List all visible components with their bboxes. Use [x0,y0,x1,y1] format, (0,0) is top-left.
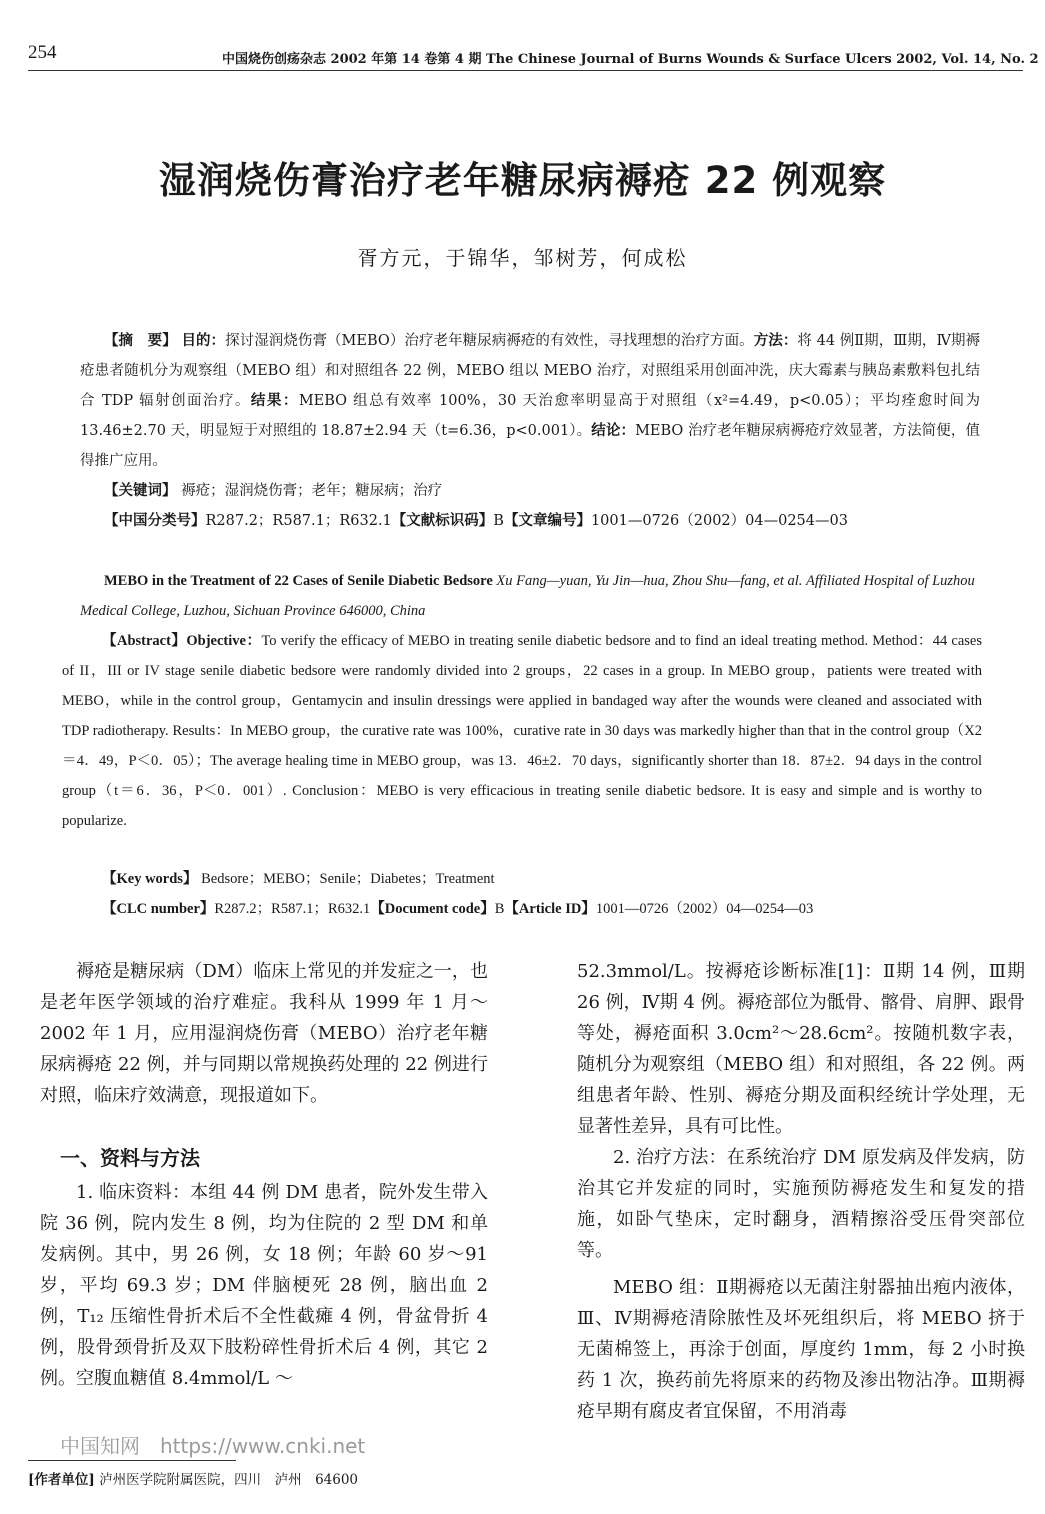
running-header: 中国烧伤创疡杂志 2002 年第 14 卷第 4 期 The Chinese Journal of Burns Wounds & Surface Ulcers 2002, Vol. 14, No. 2 [222,52,1039,67]
header-rule [28,70,1023,71]
english-title-block [80,566,985,626]
articleid-text: 1001—0726（2002）04—0254—03 [590,513,848,529]
english-keywords-text: Bedsore；MEBO；Senile；Diabetes；Treatment [201,871,495,887]
english-abstract [62,626,982,836]
articleid-label: 【文章编号】 [503,512,591,529]
results-label: 结果： [250,392,299,409]
english-keywords-label: 【Key words】 [102,871,198,887]
conclusion-text: MEBO 治疗老年糖尿病褥疮疗效显著，方法简便，值得推广应用。 [80,423,980,469]
english-objective-label: Objective： [186,633,262,649]
clc-label: 【中国分类号】 [104,512,206,529]
results-text: MEBO 组总有效率 100%，30 天治愈率明显高于对照组（x²=4.49，p<0.05）；平均痊愈时间为 13.46±2.70 天，明显短于对照组的 18.87±2.94 天（t=6.36，p<0.001）。 [80,393,981,439]
body-column-right [577,956,1025,1427]
clinical-data-continued: 52.3mmol/L。按褥疮诊断标准[1]：Ⅱ期 14 例，Ⅲ期 26 例，Ⅳ期 4 例。褥疮部位为骶骨、髂骨、肩胛、跟骨等处，褥疮面积 3.0cm²～28.6cm²。按随机数字表，随机分为观察组（MEBO 组）和对照组，各 22 例。两组患者年龄、性别、褥疮分期及面积经统计学处理，无显著性差异，具有可比性。 [577,961,1025,1137]
affiliation-text: 泸州医学院附属医院，四川 泸州 64600 [99,1472,359,1488]
section-heading-materials-methods: 一、资料与方法 [60,1146,200,1170]
english-doccode-label: 【Document code】 [370,901,495,917]
abstract-chinese [80,326,980,476]
english-authors: Xu Fang—yuan, Yu Jin—hua, Zhou Shu—fang, et al. [496,573,803,589]
footer-rule [28,1460,236,1461]
affiliation-label: [作者单位] [28,1472,95,1488]
clc-text: R287.2；R587.1；R632.1 [205,513,392,529]
article-title: 湿润烧伤膏治疗老年糖尿病褥疮 22 例观察 [158,159,887,202]
mebo-group-paragraph: MEBO 组：Ⅱ期褥疮以无菌注射器抽出疱内液体，Ⅲ、Ⅳ期褥疮清除脓性及坏死组织后，将 MEBO 挤于无菌棉签上，再涂于创面，厚度约 1mm，每 2 小时换药 1 次，换药前先将原来的药物及渗出物沾净。Ⅲ期褥疮早期有腐皮者宜保留，不用消毒 [577,1277,1025,1422]
article-authors: 胥方元，于锦华，邹树芳，何成松 [357,246,688,270]
english-clc-text: R287.2；R587.1；R632.1 [214,901,371,917]
clinical-data-paragraph: 1. 临床资料：本组 44 例 DM 患者，院外发生带入院 36 例，院内发生 8 例，均为住院的 2 型 DM 和单发病例。其中，男 26 例，女 18 例；年龄 60 岁～91 岁，平均 69.3 岁；DM 伴脑梗死 28 例，脑出血 2 例，T₁₂ 压缩性骨折术后不全性截瘫 4 例，骨盆骨折 4 例，股骨颈骨折及双下肢粉碎性骨折术后 4 例，其它 2 例。空腹血糖值 8.4mmol/L ～ [40,1182,488,1389]
treatment-paragraph: 2. 治疗方法：在系统治疗 DM 原发病及伴发病，防治其它并发症的同时，实施预防褥疮发生和复发的措施，如卧气垫床，定时翻身，酒精擦浴受压骨突部位等。 [577,1147,1025,1261]
english-articleid-text: 1001—0726（2002）04—0254—03 [595,901,814,917]
keywords-label: 【关键词】 [104,482,177,499]
english-articleid-label: 【Article ID】 [504,901,596,917]
english-title: MEBO in the Treatment of 22 Cases of Senile Diabetic Bedsore [104,573,493,589]
method-text: 将 44 例Ⅱ期，Ⅲ期，Ⅳ期褥疮患者随机分为观察组（MEBO 组）和对照组各 22 例，MEBO 组以 MEBO 治疗，对照组采用创面冲洗，庆大霉素与胰岛素敷料包扎结合 TDP 辐射创面治疗。 [80,333,981,409]
body-column-left [40,956,488,1394]
intro-paragraph: 褥疮是糖尿病（DM）临床上常见的并发症之一，也是老年医学领域的治疗难症。我科从 1999 年 1 月～2002 年 1 月，应用湿润烧伤膏（MEBO）治疗老年糖尿病褥疮 22 例，并与同期以常规换药处理的 22 例进行对照，临床疗效满意，现报道如下。 [40,961,488,1106]
english-keywords [102,864,982,894]
objective-text: 探讨湿润烧伤膏（MEBO）治疗老年糖尿病褥疮的有效性，寻找理想的治疗方面。 [225,333,754,349]
author-affiliation [28,1468,358,1488]
method-label: 方法： [753,332,798,349]
abstract-label: 【摘 要】 [104,332,177,349]
keywords-cn [104,476,984,506]
english-doccode-text: B [494,901,505,917]
english-postcode: 646000, China [339,603,426,619]
doccode-label: 【文献标识码】 [391,512,494,529]
english-affiliation: Affiliated Hospital of Luzhou Medical College, Luzhou, Sichuan Province [80,573,975,619]
doccode-text: B [493,513,504,529]
keywords-text: 褥疮；湿润烧伤膏；老年；糖尿病；治疗 [181,483,443,499]
conclusion-label: 结论： [591,422,636,439]
english-abstract-text: To verify the efficacy of MEBO in treating senile diabetic bedsore and to find an ideal treating method. Method：44 cases of II，III or IV stage senile diabetic bedsore were randomly divided into 2 groups，22 cases in a group. In MEBO group，patients were treated with MEBO，while in the control group，Gentamycin and insulin dressings were applied in bandaged way after the wounds were cleaned and associated with TDP radiotherapy. Results：In MEBO group，the curative rate was 100%，curative rate in 30 days was markedly higher than that in the control group（X2＝4．49，P＜0．05）；The average healing time in MEBO group，was 13．46±2．70 days，significantly shorter than 18．87±2．94 days in the control group（t＝6．36，P＜0．001）. Conclusion：MEBO is very efficacious in treating senile diabetic bedsore. It is easy and simple and is worthy to popularize. [62,633,983,829]
english-abstract-label: 【Abstract】 [102,633,187,649]
english-classification [102,894,982,924]
english-clc-label: 【CLC number】 [102,901,215,917]
classification-cn [104,506,984,536]
cnki-watermark: 中国知网 https://www.cnki.net [60,1434,366,1458]
page-number: 254 [28,42,57,63]
objective-label: 目的： [181,332,226,349]
